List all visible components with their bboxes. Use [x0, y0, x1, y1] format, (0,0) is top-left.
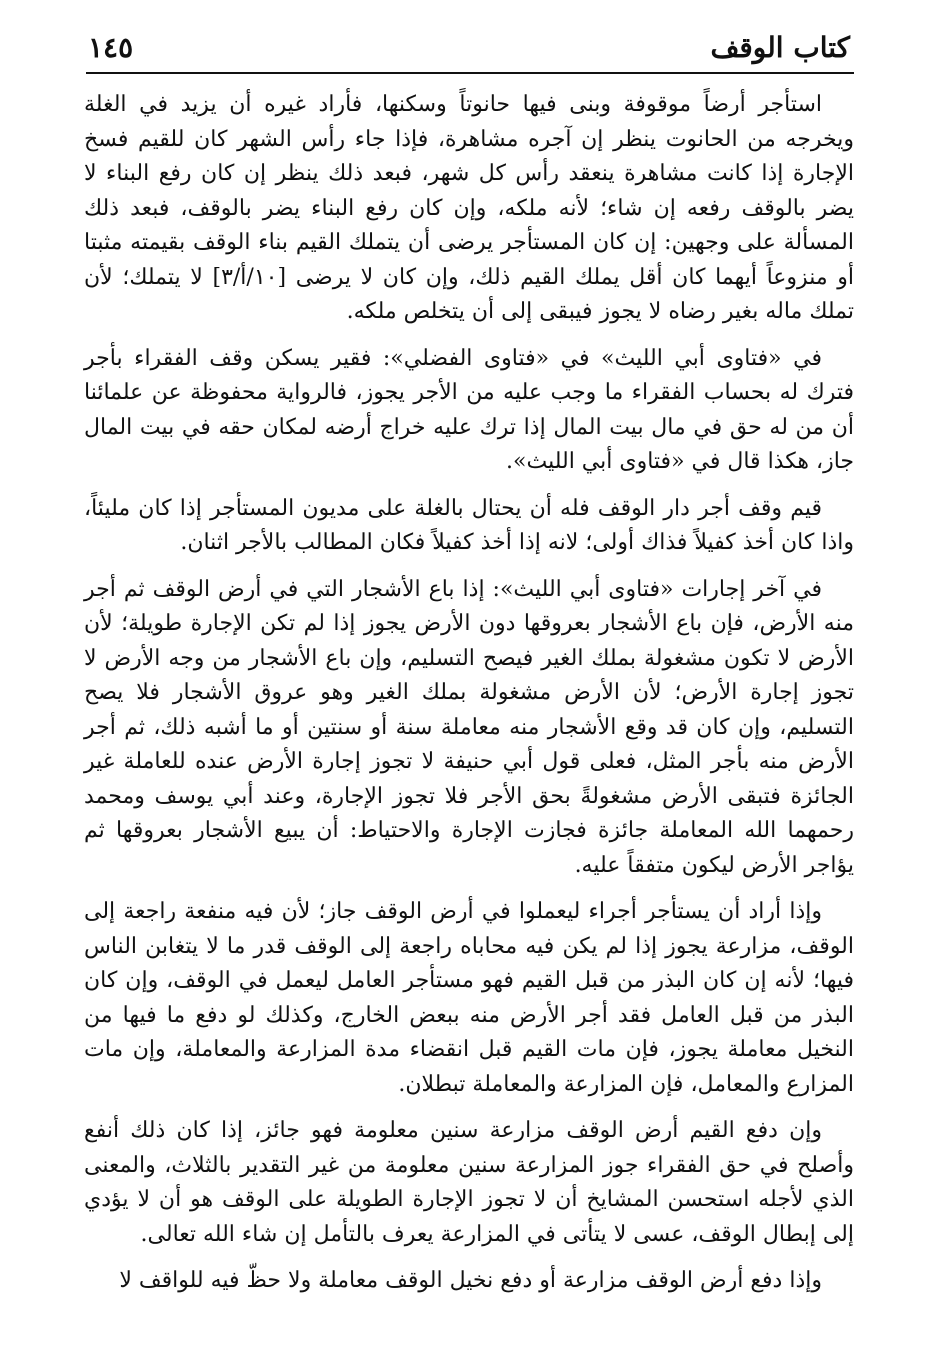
page-number: ١٤٥: [88, 31, 134, 64]
paragraph: في آخر إجارات «فتاوى أبي الليث»: إذا باع الأشجار التي في أرض الوقف ثم أجر منه الأرض، فإن باع الأشجار بعروقها دون الأرض يجوز إذا لم تكن الإجارة طويلة؛ لأن الأرض لا تكون مشغولة بملك الغير فيصح التسليم، وإن باع الأشجار من وجه الأرض لا تجوز إجارة الأرض؛ لأن الأرض مشغولة بملك الغير وهو عروق الأشجار فلا يصح التسليم، وإن كان قد وقع الأشجار منه معاملة سنة أو سنتين أو ما أشبه ذلك، ثم أجر الأرض منه بأجر المثل، فعلى قول أبي حنيفة لا تجوز إجارة الأرض عنده للعاملة غير الجائزة فتبقى الأرض مشغولةً بحق الأجر فلا تجوز الإجارة، وعند أبي يوسف ومحمد رحمهما الله المعاملة جائزة فجازت الإجارة والاحتياط: أن يبيع الأشجار بعروقها ثم يؤاجر الأرض ليكون متفقاً عليه.: [84, 576, 854, 878]
paragraph: قيم وقف أجر دار الوقف فله أن يحتال بالغلة على مديون المستأجر إذا كان مليئاً، واذا كان أخذ كفيلاً فذاك أولى؛ لانه إذا أخذ كفيلاً فكان المطالب بالأجر اثنان.: [84, 495, 854, 555]
paragraph: في «فتاوى أبي الليث» في «فتاوى الفضلي»: فقير يسكن وقف الفقراء بأجر فترك له بحساب الفقراء ما وجب عليه من الأجر يجوز، فالرواية محفوظة عن علمائنا أن من له حق في مال بيت المال إذا ترك عليه خراج أرضه لمكان حقه في بيت المال جاز، هكذا قال في «فتاوى أبي الليث».: [84, 345, 854, 474]
body-text: [84, 88, 854, 1311]
header-divider: [86, 72, 854, 74]
paragraph: وإن دفع القيم أرض الوقف مزارعة سنين معلومة فهو جائز، إذا كان ذلك أنفع وأصلح في حق الفقراء جوز المزارعة سنين معلومة من غير التقدير بالثلاث، والمعنى الذي لأجله استحسن المشايخ أن لا تجوز الإجارة الطويلة على الوقف هو أن لا يؤدي إلى إبطال الوقف، عسى لا يتأتى في المزارعة يعرف بالتأمل إن شاء الله تعالى.: [84, 1118, 854, 1247]
paragraph: وإذا دفع أرض الوقف مزارعة أو دفع نخيل الوقف معاملة ولا حظّ فيه للواقف لا: [119, 1268, 822, 1293]
running-title: كتاب الوقف: [710, 31, 850, 64]
paragraph: وإذا أراد أن يستأجر أجراء ليعملوا في أرض الوقف جاز؛ لأن فيه منفعة راجعة إلى الوقف، مزارعة يجوز إذا لم يكن فيه محاباه راجعة إلى الوقف قدر ما لا يتغابن الناس فيها؛ لأنه إن كان البذر من قبل القيم فهو مستأجر العامل ليعمل في الوقف، وإن كان البذر من قبل العامل فقد أجر الأرض منه ببعض الخارج، وكذلك لو دفع ما فيها من النخيل معاملة يجوز، فإن مات القيم قبل انقضاء مدة المزارعة والمعاملة، وإن مات المزارع والمعامل، فإن المزارعة والمعاملة تبطلان.: [84, 899, 854, 1097]
page-header: [88, 30, 850, 70]
paragraph: استأجر أرضاً موقوفة وبنى فيها حانوتاً وسكنها، فأراد غيره أن يزيد في الغلة ويخرجه من الحانوت ينظر إن آجره مشاهرة، فإذا جاء رأس الشهر كان للقيم فسخ الإجارة إذا كانت مشاهرة ينعقد رأس كل شهر، فبعد ذلك ينظر إن كان رفع البناء لا يضر بالوقف رفعه إن شاء؛ لأنه ملكه، وإن كان رفع البناء يضر بالوقف، فبعد ذلك المسألة على وجهين: إن كان المستأجر يرضى أن يتملك القيم بناء الوقف بقيمته مثبتا أو منزوعاً أيهما كان أقل يملك القيم ذلك، وإن كان لا يرضى [١٠/أ/٣] لا يتملك؛ لأن تملك ماله بغير رضاه لا يجوز فيبقى إلى أن يتخلص ملكه.: [84, 92, 854, 324]
